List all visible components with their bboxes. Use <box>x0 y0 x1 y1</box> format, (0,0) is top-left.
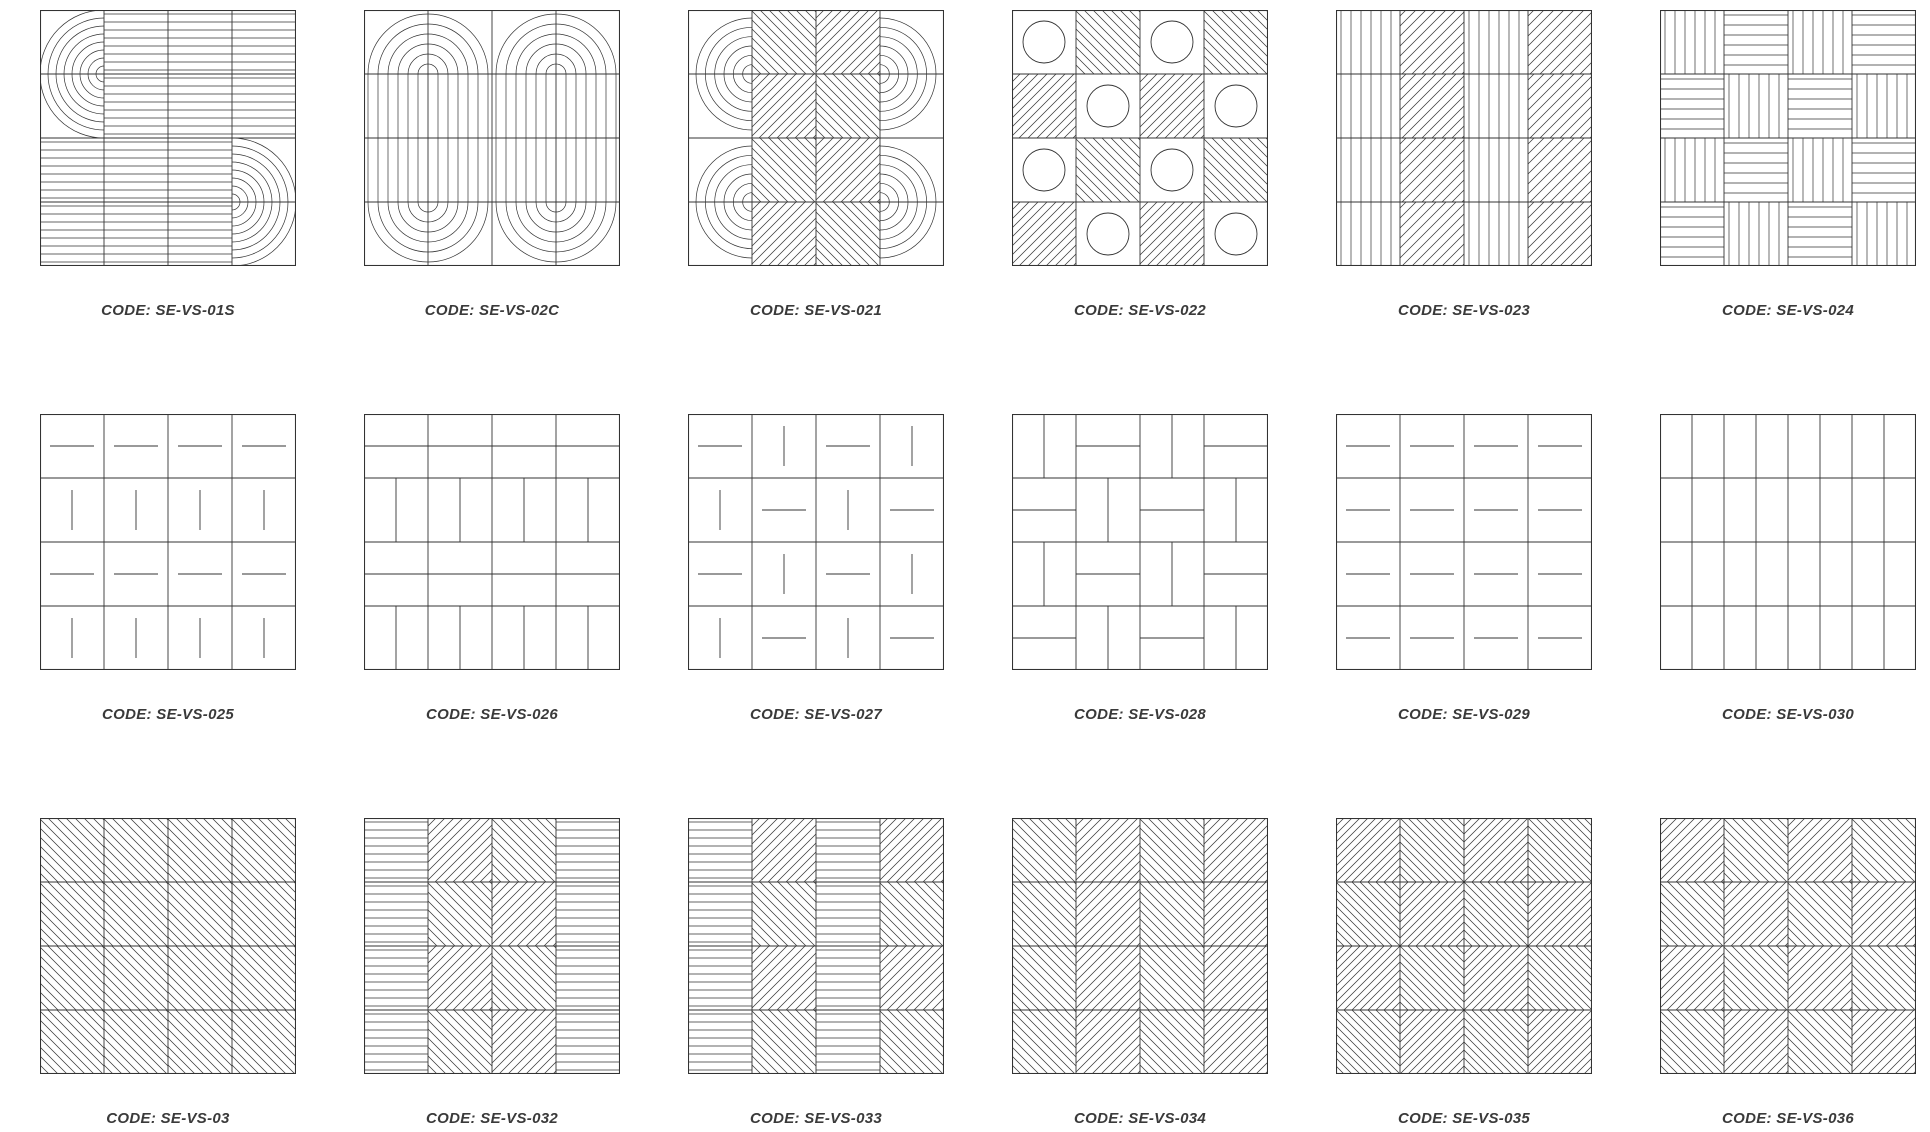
tile-pattern-drawing <box>1660 414 1916 670</box>
tile-pattern-drawing <box>1336 10 1592 266</box>
tile-chevron-rows <box>1660 818 1916 1074</box>
tile-stripes-and-chevrons <box>688 818 944 1074</box>
tile-pattern-drawing <box>1012 414 1268 670</box>
tile-pattern-drawing <box>1012 818 1268 1074</box>
tile-code-label: CODE: SE-VS-01S <box>101 302 235 319</box>
tile-pattern-drawing <box>364 818 620 1074</box>
tile-code-label: CODE: SE-VS-022 <box>1073 302 1207 319</box>
tile-pattern-drawing <box>1336 818 1592 1074</box>
tile-pattern-drawing <box>40 414 296 670</box>
tile-code-label: CODE: SE-VS-025 <box>101 706 235 723</box>
tile-code-label: CODE: SE-VS-030 <box>1721 706 1855 723</box>
tile-code-label: CODE: SE-VS-028 <box>1073 706 1207 723</box>
tile-code-label: CODE: SE-VS-027 <box>749 706 883 723</box>
tile-code-label: CODE: SE-VS-036 <box>1721 1110 1855 1127</box>
tile-uniform-diagonal <box>40 818 296 1074</box>
tile-pattern-drawing <box>1012 10 1268 266</box>
tile-herringbone-columns <box>1012 818 1268 1074</box>
tile-basketweave <box>1660 10 1916 266</box>
tile-pinwheel-planks <box>1012 414 1268 670</box>
tile-pattern-drawing <box>688 818 944 1074</box>
tile-vertical-and-diagonal-columns <box>1336 10 1592 266</box>
tile-double-arch-stripes <box>364 10 620 266</box>
tile-code-label: CODE: SE-VS-024 <box>1721 302 1855 319</box>
tile-stripes-and-diamonds <box>364 818 620 1074</box>
tile-code-label: CODE: SE-VS-032 <box>425 1110 559 1127</box>
tile-vertical-planks <box>1660 414 1916 670</box>
tile-pattern-drawing <box>1660 818 1916 1074</box>
tile-s-curve-stripes <box>40 10 296 266</box>
tile-code-label: CODE: SE-VS-029 <box>1397 706 1531 723</box>
tile-pattern-drawing <box>1660 10 1916 266</box>
tile-code-label: CODE: SE-VS-035 <box>1397 1110 1531 1127</box>
tile-code-label: CODE: SE-VS-023 <box>1397 302 1531 319</box>
tile-pattern-drawing <box>688 414 944 670</box>
tile-code-label: CODE: SE-VS-021 <box>749 302 883 319</box>
tile-horizontal-dashes <box>1336 414 1592 670</box>
tile-code-label: CODE: SE-VS-03 <box>106 1110 230 1127</box>
tile-pattern-drawing <box>40 818 296 1074</box>
tile-pattern-drawing <box>688 10 944 266</box>
tile-brick-bands <box>364 414 620 670</box>
tile-code-label: CODE: SE-VS-033 <box>749 1110 883 1127</box>
tile-code-label: CODE: SE-VS-02C <box>424 302 560 319</box>
tile-diamond-grid <box>1336 818 1592 1074</box>
tile-circles-and-diagonals <box>1012 10 1268 266</box>
tile-short-dash-rows <box>40 414 296 670</box>
tile-arches-with-diagonal-center <box>688 10 944 266</box>
tile-pattern-drawing <box>364 10 620 266</box>
tile-code-label: CODE: SE-VS-026 <box>425 706 559 723</box>
tile-code-label: CODE: SE-VS-034 <box>1073 1110 1207 1127</box>
tile-pattern-drawing <box>364 414 620 670</box>
tile-alternating-dashes <box>688 414 944 670</box>
tile-pattern-drawing <box>1336 414 1592 670</box>
tile-pattern-drawing <box>40 10 296 266</box>
